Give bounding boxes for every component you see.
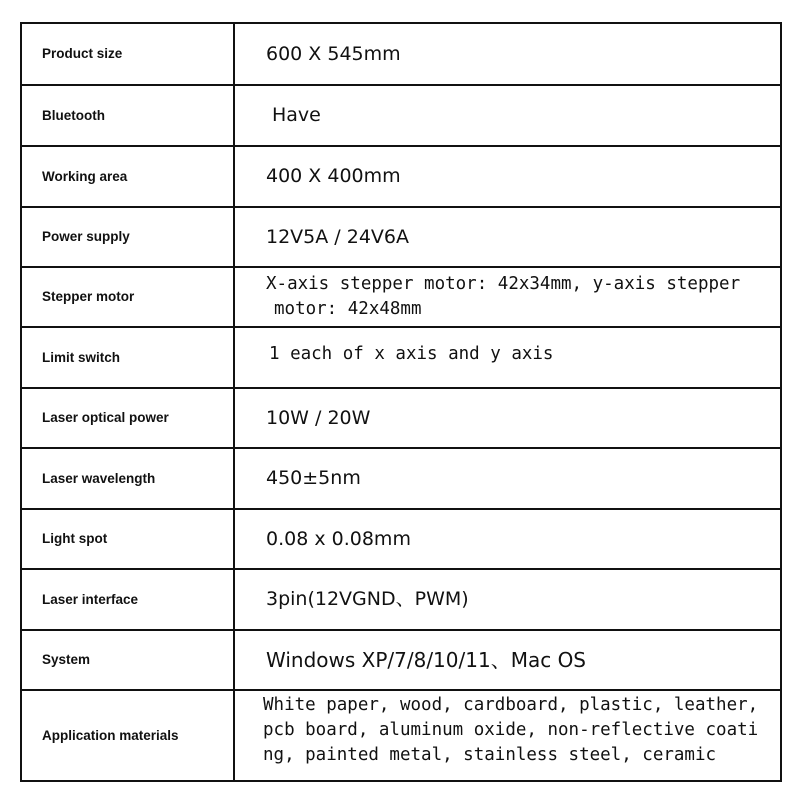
spec-label: Limit switch (21, 327, 234, 388)
spec-value-line: motor: 42x48mm (274, 299, 422, 319)
spec-label: Product size (21, 23, 234, 85)
spec-label: Working area (21, 146, 234, 207)
spec-value-line: pcb board, aluminum oxide, non-reflective coati (263, 720, 759, 740)
spec-row-limit-switch (21, 327, 781, 388)
spec-label: Laser interface (21, 569, 234, 630)
spec-label: Light spot (21, 509, 234, 569)
spec-row-laser-wavelength (21, 448, 781, 509)
spec-label: Laser wavelength (21, 448, 234, 509)
spec-value: 450±5nm (234, 448, 781, 509)
spec-value: 3pin(12VGND、PWM) (234, 569, 781, 630)
spec-value (234, 690, 781, 781)
spec-table (20, 22, 782, 782)
spec-row-working-area (21, 146, 781, 207)
spec-label: Power supply (21, 207, 234, 267)
spec-row-application-materials (21, 690, 781, 781)
spec-value: 12V5A / 24V6A (234, 207, 781, 267)
spec-row-system (21, 630, 781, 690)
spec-value: 1 each of x axis and y axis (234, 327, 781, 388)
spec-value-line: ng, painted metal, stainless steel, ceramic (263, 745, 717, 765)
spec-value-line: White paper, wood, cardboard, plastic, leather, (263, 695, 759, 715)
spec-row-laser-interface (21, 569, 781, 630)
spec-label: Bluetooth (21, 85, 234, 146)
spec-value: Windows XP/7/8/10/11、Mac OS (234, 630, 781, 690)
spec-row-bluetooth (21, 85, 781, 146)
spec-row-product-size (21, 23, 781, 85)
spec-row-power-supply (21, 207, 781, 267)
spec-row-laser-optical-power (21, 388, 781, 448)
spec-label: Stepper motor (21, 267, 234, 327)
spec-value: 10W / 20W (234, 388, 781, 448)
spec-label: Laser optical power (21, 388, 234, 448)
spec-row-stepper-motor (21, 267, 781, 327)
spec-value: 600 X 545mm (234, 23, 781, 85)
spec-label: System (21, 630, 234, 690)
spec-value (234, 267, 781, 327)
spec-value: 0.08 x 0.08mm (234, 509, 781, 569)
spec-value-line: X-axis stepper motor: 42x34mm, y-axis stepper (266, 274, 741, 294)
spec-value: 400 X 400mm (234, 146, 781, 207)
spec-row-light-spot (21, 509, 781, 569)
spec-value: Have (234, 85, 781, 146)
spec-label: Application materials (21, 690, 234, 781)
